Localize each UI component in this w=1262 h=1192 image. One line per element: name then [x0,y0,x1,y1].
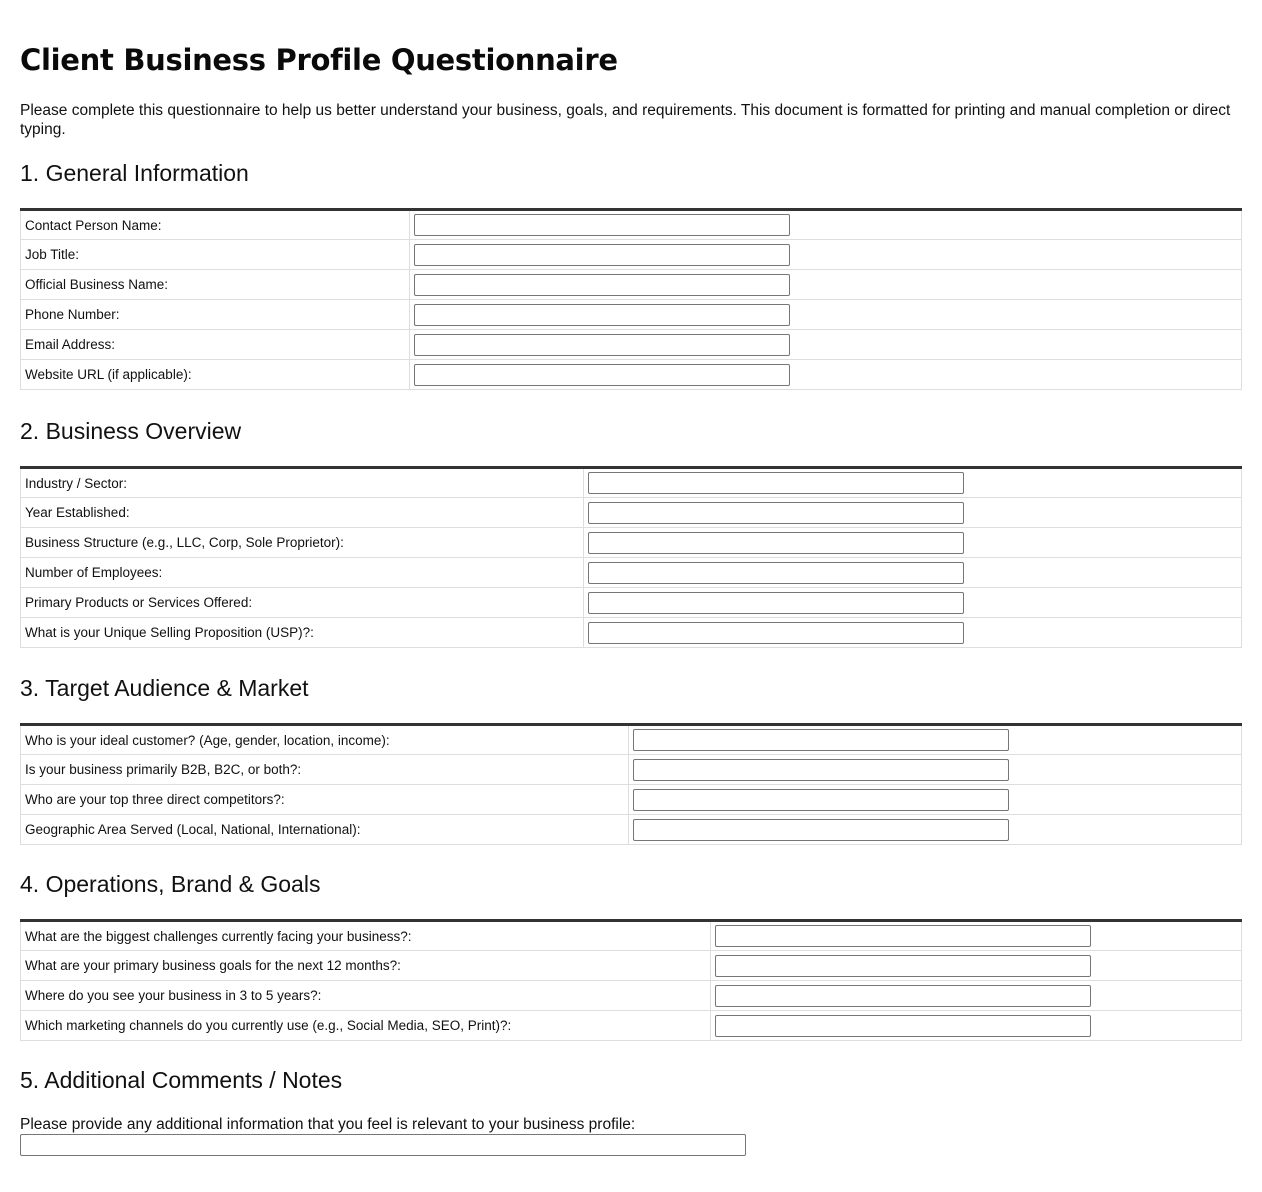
section-title-operations-brand-goals: 4. Operations, Brand & Goals [20,871,321,897]
table-row [21,785,1242,815]
table-row [21,618,1242,648]
table-row [21,300,1242,330]
section-title-business-overview: 2. Business Overview [20,418,242,444]
year-established-input[interactable] [588,502,964,524]
table-row [21,528,1242,558]
b2b-b2c-input[interactable] [633,759,1009,781]
table-row [21,981,1242,1011]
field-label: Where do you see your business in 3 to 5 years?: [21,981,711,1011]
field-label: Which marketing channels do you currently use (e.g., Social Media, SEO, Print)?: [21,1011,711,1041]
general-information-table [20,208,1242,390]
job-title-input[interactable] [414,244,790,266]
table-row [21,558,1242,588]
field-label: Who is your ideal customer? (Age, gender, location, income): [21,725,629,755]
table-row [21,330,1242,360]
table-row [21,270,1242,300]
business-overview-table [20,466,1242,648]
table-row [21,755,1242,785]
table-row [21,1011,1242,1041]
field-label: Phone Number: [21,300,410,330]
usp-input[interactable] [588,622,964,644]
field-label: Industry / Sector: [21,468,584,498]
field-label: Contact Person Name: [21,210,410,240]
table-row [21,951,1242,981]
field-label: Who are your top three direct competitors?: [21,785,629,815]
business-goals-input[interactable] [715,955,1091,977]
section-title-general-information: 1. General Information [20,160,249,186]
field-label: Official Business Name: [21,270,410,300]
intro-text: Please complete this questionnaire to help us better understand your business, goals, and requirements. This document is formatted for printing and manual completion or direct typing. [20,102,1231,138]
challenges-input[interactable] [715,925,1091,947]
ideal-customer-input[interactable] [633,729,1009,751]
field-label: Geographic Area Served (Local, National, International): [21,815,629,845]
field-label: Year Established: [21,498,584,528]
table-row [21,210,1242,240]
additional-info-input[interactable] [20,1134,746,1156]
table-row [21,921,1242,951]
field-label: Job Title: [21,240,410,270]
table-row [21,240,1242,270]
field-label: Primary Products or Services Offered: [21,588,584,618]
table-row [21,725,1242,755]
field-label: Is your business primarily B2B, B2C, or both?: [21,755,629,785]
field-label: What are the biggest challenges currently facing your business?: [21,921,711,951]
field-label: Email Address: [21,330,410,360]
marketing-channels-input[interactable] [715,1015,1091,1037]
operations-goals-table [20,919,1242,1041]
field-label: Number of Employees: [21,558,584,588]
industry-sector-input[interactable] [588,472,964,494]
section-title-additional-comments: 5. Additional Comments / Notes [20,1067,343,1093]
field-label: What is your Unique Selling Proposition (USP)?: [21,618,584,648]
table-row [21,815,1242,845]
section-title-target-audience: 3. Target Audience & Market [20,675,309,701]
target-audience-table [20,723,1242,845]
phone-number-input[interactable] [414,304,790,326]
page-title: Client Business Profile Questionnaire [20,43,618,77]
website-url-input[interactable] [414,364,790,386]
table-row [21,588,1242,618]
table-row [21,360,1242,390]
official-business-name-input[interactable] [414,274,790,296]
table-row [21,468,1242,498]
competitors-input[interactable] [633,789,1009,811]
primary-products-input[interactable] [588,592,964,614]
geographic-area-input[interactable] [633,819,1009,841]
number-of-employees-input[interactable] [588,562,964,584]
field-label: Website URL (if applicable): [21,360,410,390]
table-row [21,498,1242,528]
email-address-input[interactable] [414,334,790,356]
field-label: What are your primary business goals for the next 12 months?: [21,951,711,981]
additional-info-label: Please provide any additional information that you feel is relevant to your business profile: [20,1116,636,1133]
business-structure-input[interactable] [588,532,964,554]
future-vision-input[interactable] [715,985,1091,1007]
contact-person-name-input[interactable] [414,214,790,236]
field-label: Business Structure (e.g., LLC, Corp, Sole Proprietor): [21,528,584,558]
